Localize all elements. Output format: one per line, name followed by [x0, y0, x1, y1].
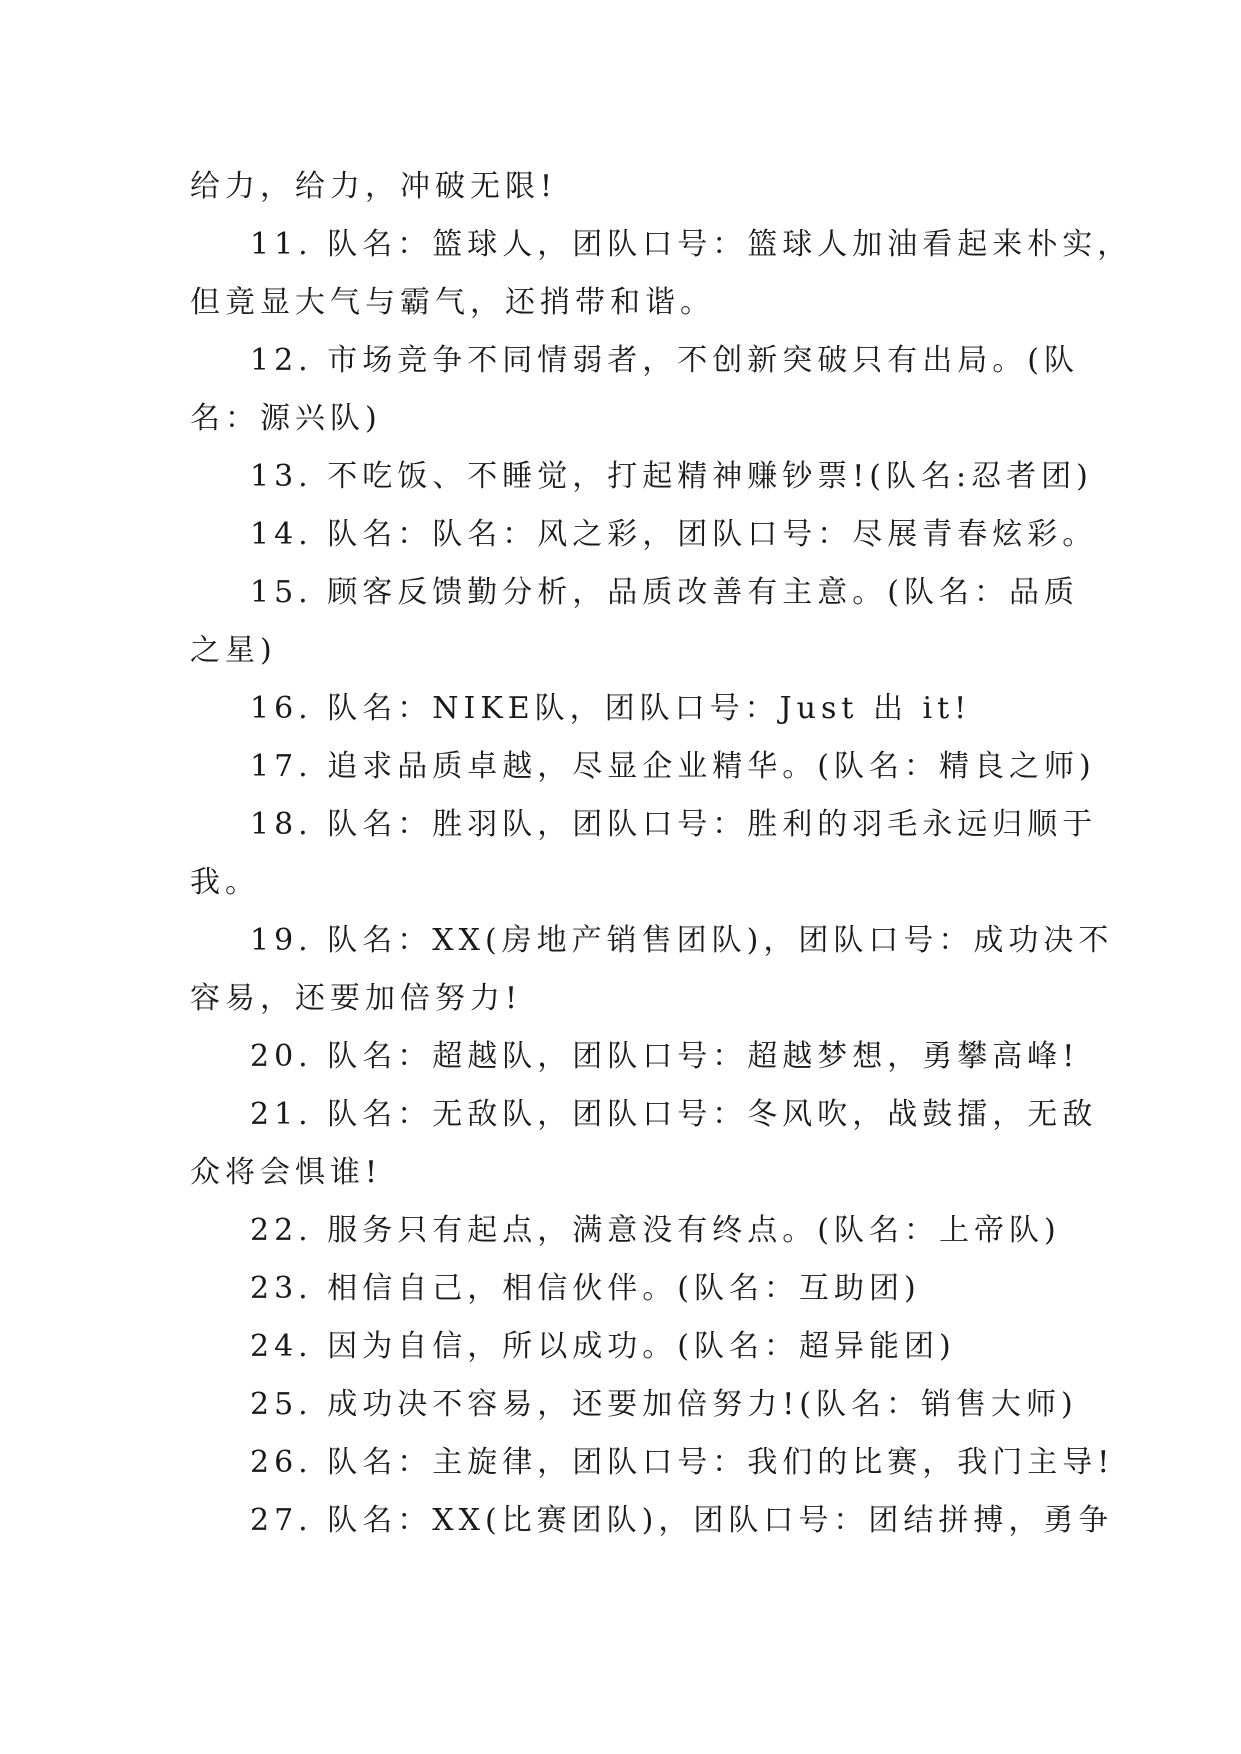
- list-item-19: 19. 队名：XX(房地产销售团队)，团队口号：成功决不: [250, 923, 1114, 958]
- list-item-13: 13. 不吃饭、不睡觉，打起精神赚钞票!(队名:忍者团): [250, 459, 1093, 494]
- list-item-14: 14. 队名：队名：风之彩，团队口号：尽展青春炫彩。: [250, 517, 1098, 552]
- list-item-15: 15. 顾客反馈勤分析，品质改善有主意。(队名：品质: [250, 575, 1079, 610]
- list-item-17: 17. 追求品质卓越，尽显企业精华。(队名：精良之师): [250, 749, 1096, 784]
- list-item-25: 25. 成功决不容易，还要加倍努力!(队名：销售大师): [250, 1387, 1078, 1422]
- list-item-12: 12. 市场竞争不同情弱者，不创新突破只有出局。(队: [250, 343, 1079, 378]
- text-line: 给力，给力，冲破无限!: [190, 169, 558, 204]
- list-item-22: 22. 服务只有起点，满意没有终点。(队名：上帝队): [250, 1213, 1061, 1248]
- list-item-24: 24. 因为自信，所以成功。(队名：超异能团): [250, 1329, 956, 1364]
- list-item-11: 11. 队名：篮球人，团队口号：篮球人加油看起来朴实，: [250, 227, 1133, 262]
- document-body: [190, 158, 1133, 1550]
- list-item-23: 23. 相信自己，相信伙伴。(队名：互助团): [250, 1271, 921, 1306]
- text-line: 容易，还要加倍努力!: [190, 981, 523, 1016]
- text-line: 之星): [190, 633, 277, 668]
- list-item-26: 26. 队名：主旋律，团队口号：我们的比赛，我门主导!: [250, 1445, 1115, 1480]
- list-item-20: 20. 队名：超越队，团队口号：超越梦想，勇攀高峰!: [250, 1039, 1080, 1074]
- text-line: 名：源兴队): [190, 401, 382, 436]
- list-item-16: 16. 队名：NIKE队，团队口号：Just 出 it!: [250, 691, 972, 726]
- text-line: 但竟显大气与霸气，还捎带和谐。: [190, 285, 715, 320]
- list-item-27: 27. 队名：XX(比赛团队)，团队口号：团结拼搏，勇争: [250, 1503, 1114, 1538]
- text-line: 众将会惧谁!: [190, 1155, 383, 1190]
- text-line: 我。: [190, 865, 260, 900]
- list-item-21: 21. 队名：无敌队，团队口号：冬风吹，战鼓擂，无敌: [250, 1097, 1098, 1132]
- list-item-18: 18. 队名：胜羽队，团队口号：胜利的羽毛永远归顺于: [250, 807, 1098, 842]
